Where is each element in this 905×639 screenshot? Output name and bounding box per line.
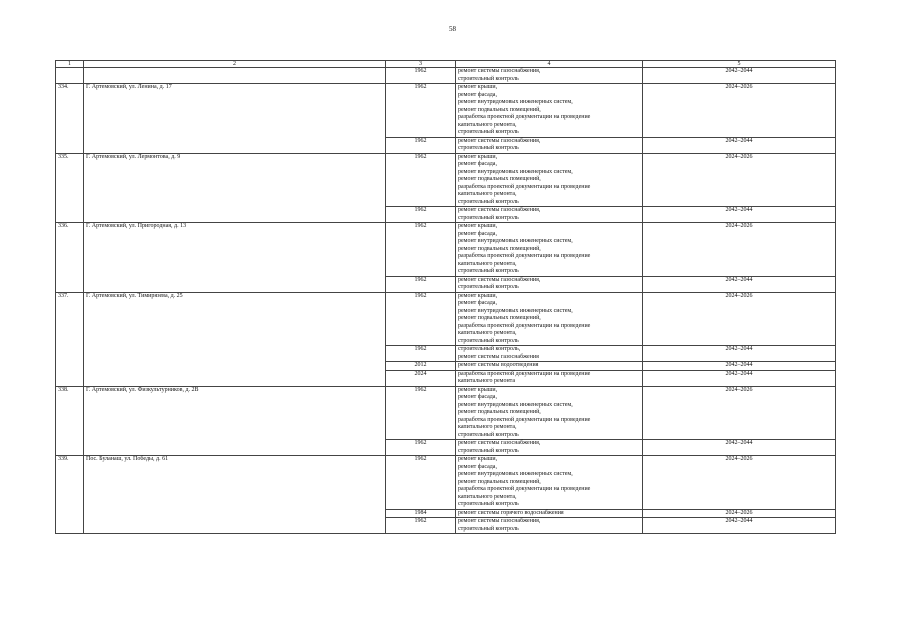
- commissioning-year: 1962: [386, 440, 456, 456]
- commissioning-year: 1962: [386, 386, 456, 440]
- work-type-line: ремонт крыши,: [458, 292, 498, 299]
- work-type-line: ремонт фасада,: [458, 300, 497, 306]
- work-types: [456, 223, 643, 277]
- commissioning-year: 1962: [386, 153, 456, 207]
- object-address: [84, 68, 386, 84]
- work-type-line: строительный контроль: [458, 284, 519, 290]
- planned-period: 2042–2044: [643, 362, 836, 371]
- object-number: 338.: [56, 386, 84, 456]
- work-types: [456, 362, 643, 371]
- table-row: [56, 223, 836, 277]
- work-type-line: разработка проектной документации на проведение: [458, 322, 591, 329]
- planned-period: 2042–2044: [643, 137, 836, 153]
- work-type-line: строительный контроль: [458, 145, 519, 151]
- work-types: [456, 509, 643, 518]
- work-type-line: ремонт системы газоснабжения,: [458, 68, 541, 74]
- table-row: [56, 292, 836, 346]
- commissioning-year: 1962: [386, 456, 456, 510]
- work-type-line: ремонт подвальных помещений,: [458, 315, 541, 321]
- planned-period: 2024–2026: [643, 386, 836, 440]
- work-type-line: ремонт системы газоснабжения,: [458, 518, 541, 524]
- work-type-line: строительный контроль: [458, 447, 519, 454]
- work-types: [456, 518, 643, 534]
- work-type-line: капитального ремонта: [458, 378, 516, 384]
- work-type-line: ремонт крыши,: [458, 386, 498, 393]
- work-type-line: строительный контроль,: [458, 346, 521, 352]
- work-type-line: ремонт подвальных помещений,: [458, 176, 541, 182]
- planned-period: 2042–2044: [643, 276, 836, 292]
- work-type-line: строительный контроль: [458, 337, 519, 344]
- work-type-line: ремонт системы газоснабжения,: [458, 137, 541, 144]
- work-type-line: ремонт внутридомовых инженерных систем,: [458, 238, 573, 244]
- work-type-line: разработка проектной документации на проведение: [458, 253, 591, 259]
- work-type-line: строительный контроль: [458, 75, 519, 82]
- work-type-line: строительный контроль: [458, 129, 519, 135]
- commissioning-year: 1962: [386, 518, 456, 534]
- work-type-line: строительный контроль: [458, 431, 519, 438]
- work-type-line: разработка проектной документации на проведение: [458, 183, 591, 190]
- planned-period: 2042–2044: [643, 370, 836, 386]
- table-row: [56, 153, 836, 207]
- work-type-line: ремонт внутридомовых инженерных систем,: [458, 99, 573, 105]
- table-row: [56, 84, 836, 138]
- work-type-line: ремонт внутридомовых инженерных систем,: [458, 168, 573, 175]
- work-type-line: разработка проектной документации на проведение: [458, 486, 591, 492]
- object-number: 339.: [56, 456, 84, 534]
- table-row: [56, 68, 836, 84]
- work-type-line: ремонт внутридомовых инженерных систем,: [458, 307, 573, 314]
- work-types: [456, 68, 643, 84]
- planned-period: 2042–2044: [643, 68, 836, 84]
- object-address: Г. Артемовский, ул. Тимирязева, д. 25: [84, 292, 386, 386]
- table-row: [56, 386, 836, 440]
- column-header: 2: [84, 61, 386, 68]
- commissioning-year: 1962: [386, 276, 456, 292]
- work-types: [456, 153, 643, 207]
- work-type-line: капитального ремонта,: [458, 191, 517, 197]
- work-type-line: ремонт крыши,: [458, 223, 498, 229]
- commissioning-year: 2024: [386, 370, 456, 386]
- work-type-line: ремонт системы газоснабжения,: [458, 440, 541, 446]
- commissioning-year: 2012: [386, 362, 456, 371]
- work-type-line: ремонт системы газоснабжения,: [458, 276, 541, 283]
- object-number: [56, 68, 84, 84]
- commissioning-year: 1962: [386, 292, 456, 346]
- planned-period: 2042–2044: [643, 346, 836, 362]
- planned-period: 2024–2026: [643, 509, 836, 518]
- work-types: [456, 456, 643, 510]
- object-number: 337.: [56, 292, 84, 386]
- work-type-line: ремонт фасада,: [458, 91, 497, 98]
- planned-period: 2042–2044: [643, 207, 836, 223]
- work-types: [456, 137, 643, 153]
- work-type-line: капитального ремонта,: [458, 424, 517, 430]
- commissioning-year: 1984: [386, 509, 456, 518]
- work-type-line: ремонт фасада,: [458, 230, 497, 237]
- work-type-line: ремонт системы газоснабжения: [458, 353, 539, 360]
- column-header: 1: [56, 61, 84, 68]
- work-type-line: строительный контроль: [458, 214, 519, 221]
- work-type-line: строительный контроль: [458, 268, 519, 274]
- work-types: [456, 276, 643, 292]
- work-type-line: ремонт внутридомовых инженерных систем,: [458, 471, 573, 477]
- table-row: [56, 456, 836, 510]
- work-type-line: ремонт крыши,: [458, 456, 498, 462]
- work-type-line: ремонт крыши,: [458, 153, 498, 160]
- work-type-line: ремонт фасада,: [458, 161, 497, 167]
- work-types: [456, 370, 643, 386]
- work-type-line: ремонт подвальных помещений,: [458, 106, 541, 113]
- work-type-line: разработка проектной документации на проведение: [458, 416, 591, 423]
- work-type-line: ремонт подвальных помещений,: [458, 245, 541, 252]
- object-address: Пос. Буланаш, ул. Победы, д. 61: [84, 456, 386, 534]
- commissioning-year: 1962: [386, 137, 456, 153]
- work-type-line: ремонт системы водоотведения: [458, 362, 539, 368]
- object-address: Г. Артемовский, ул. Физкультурников, д. 2В: [84, 386, 386, 456]
- commissioning-year: 1962: [386, 346, 456, 362]
- work-type-line: капитального ремонта,: [458, 330, 517, 336]
- work-types: [456, 84, 643, 138]
- work-type-line: ремонт фасада,: [458, 463, 497, 470]
- table-header-row: [56, 61, 836, 68]
- column-header: 5: [643, 61, 836, 68]
- object-number: 336.: [56, 223, 84, 293]
- work-type-line: капитального ремонта,: [458, 493, 517, 500]
- planned-period: 2024–2026: [643, 84, 836, 138]
- planned-period: 2024–2026: [643, 153, 836, 207]
- column-header: 4: [456, 61, 643, 68]
- work-types: [456, 207, 643, 223]
- commissioning-year: 1962: [386, 68, 456, 84]
- commissioning-year: 1962: [386, 223, 456, 277]
- object-address: Г. Артемовский, ул. Пригородная, д. 13: [84, 223, 386, 293]
- commissioning-year: 1962: [386, 207, 456, 223]
- work-type-line: ремонт подвальных помещений,: [458, 409, 541, 415]
- repair-schedule-table: [55, 60, 836, 534]
- work-type-line: разработка проектной документации на проведение: [458, 114, 591, 120]
- work-type-line: ремонт системы газоснабжения,: [458, 207, 541, 213]
- object-number: 335.: [56, 153, 84, 223]
- planned-period: 2042–2044: [643, 518, 836, 534]
- commissioning-year: 1962: [386, 84, 456, 138]
- work-type-line: ремонт подвальных помещений,: [458, 478, 541, 485]
- planned-period: 2042–2044: [643, 440, 836, 456]
- work-type-line: ремонт крыши,: [458, 84, 498, 90]
- work-type-line: ремонт фасада,: [458, 394, 497, 400]
- work-types: [456, 440, 643, 456]
- work-types: [456, 346, 643, 362]
- work-type-line: капитального ремонта,: [458, 260, 517, 267]
- work-type-line: строительный контроль: [458, 525, 519, 532]
- planned-period: 2024–2026: [643, 223, 836, 277]
- object-number: 334.: [56, 84, 84, 154]
- work-type-line: ремонт системы горячего водоснабжения: [458, 509, 564, 516]
- work-types: [456, 386, 643, 440]
- work-type-line: ремонт внутридомовых инженерных систем,: [458, 401, 573, 408]
- object-address: Г. Артемовский, ул. Ленина, д. 17: [84, 84, 386, 154]
- planned-period: 2024–2026: [643, 456, 836, 510]
- table-body: [56, 68, 836, 534]
- planned-period: 2024–2026: [643, 292, 836, 346]
- column-header: 3: [386, 61, 456, 68]
- work-type-line: капитального ремонта,: [458, 121, 517, 128]
- work-type-line: строительный контроль: [458, 198, 519, 205]
- work-types: [456, 292, 643, 346]
- work-type-line: разработка проектной документации на проведение: [458, 370, 591, 377]
- page-number: 58: [449, 25, 456, 33]
- object-address: Г. Артемовский, ул. Лермонтова, д. 9: [84, 153, 386, 223]
- work-type-line: строительный контроль: [458, 501, 519, 507]
